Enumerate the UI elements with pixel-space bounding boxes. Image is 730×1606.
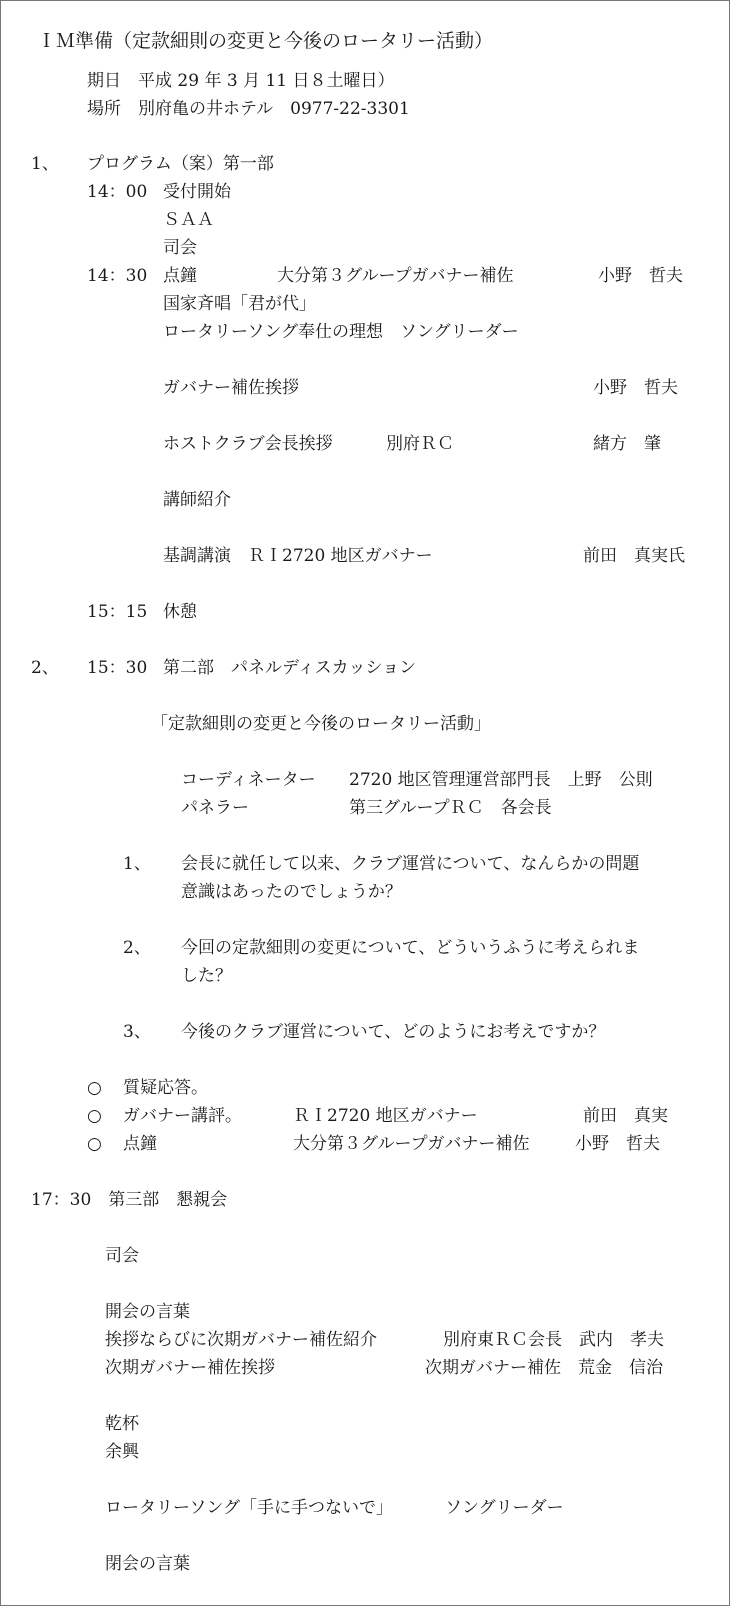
question-line: 意識はあったのでしょうか？ <box>181 882 402 902</box>
next-ag-greeting: 次期ガバナー補佐挨拶 <box>105 1358 275 1378</box>
reception: 受付開始 <box>163 182 231 202</box>
song-leader: ソングリーダー <box>445 1498 564 1518</box>
reception-time: 14：00 <box>87 182 148 202</box>
greeting: 挨拶ならびに次期ガバナー補佐紹介 <box>105 1330 377 1350</box>
part1-number: 1、 <box>31 154 59 174</box>
rotary-song: ロータリーソング奉仕の理想 ソングリーダー <box>163 322 519 342</box>
next-ag-role: 次期ガバナー補佐 荒金 信治 <box>425 1358 663 1378</box>
closing-song: ロータリーソング「手に手つないで」 <box>105 1498 393 1518</box>
mc: 司会 <box>163 238 197 258</box>
bullet-text: ガバナー講評。 <box>123 1106 242 1126</box>
document-title: ＩＭ準備（定款細則の変更と今後のロータリー活動） <box>37 30 494 52</box>
bullet-mark: ○ <box>87 1134 102 1154</box>
bullet-role: 大分第３グループガバナー補佐 <box>293 1134 530 1154</box>
part2-number: 2、 <box>31 658 59 678</box>
greeting-role: 別府東ＲＣ会長 武内 孝夫 <box>443 1330 664 1350</box>
opening-words: 開会の言葉 <box>105 1302 190 1322</box>
event-date: 期日 平成 29 年 3 月 11 日８土曜日） <box>87 71 395 91</box>
bullet-person: 小野 哲夫 <box>575 1134 660 1154</box>
keynote-person: 前田 真実氏 <box>583 546 685 566</box>
host-club: 別府ＲＣ <box>386 434 454 454</box>
part1-heading: プログラム（案）第一部 <box>87 154 274 174</box>
host-greeting: ホストクラブ会長挨拶 <box>163 434 333 454</box>
question-line: 今回の定款細則の変更について、どういうふうに考えられま <box>181 938 640 958</box>
break: 休憩 <box>163 602 197 622</box>
bullet-person: 前田 真実 <box>583 1106 668 1126</box>
panel-label: パネラー <box>181 798 249 818</box>
bullet-mark: ○ <box>87 1106 102 1126</box>
party-mc: 司会 <box>105 1246 139 1266</box>
bell: 点鐘 <box>163 266 197 286</box>
bullet-role: ＲＩ2720 地区ガバナー <box>293 1106 478 1126</box>
ag-greeting: ガバナー補佐挨拶 <box>163 378 299 398</box>
entertainment: 余興 <box>105 1442 139 1462</box>
host-person: 緒方 肇 <box>593 434 661 454</box>
coordinator-label: コーディネーター <box>181 770 316 790</box>
ag-person: 小野 哲夫 <box>593 378 678 398</box>
bullet-mark: ○ <box>87 1078 102 1098</box>
keynote: 基調講演 ＲＩ2720 地区ガバナー <box>163 546 433 566</box>
question-line: 会長に就任して以来、クラブ運営について、なんらかの問題 <box>181 854 640 874</box>
closing-words: 閉会の言葉 <box>105 1554 190 1574</box>
bell-role: 大分第３グループガバナー補佐 <box>277 266 514 286</box>
part3-heading: 17：30 第三部 懇親会 <box>31 1190 228 1210</box>
question-line: した？ <box>181 966 232 986</box>
bullet-text: 質疑応答。 <box>123 1078 208 1098</box>
bell-person: 小野 哲夫 <box>598 266 683 286</box>
event-place: 場所 別府亀の井ホテル 0977-22-3301 <box>87 99 410 119</box>
question-line: 今後のクラブ運営について、どのようにお考えですか？ <box>181 1022 606 1042</box>
question-number: 3、 <box>123 1022 151 1042</box>
part2-heading: 第二部 パネルディスカッション <box>163 658 417 678</box>
part2-time: 15：30 <box>87 658 148 678</box>
question-number: 1、 <box>123 854 151 874</box>
panel-theme: 「定款細則の変更と今後のロータリー活動」 <box>151 714 491 734</box>
opening-time: 14：30 <box>87 266 148 286</box>
coordinator: 2720 地区管理運営部門長 上野 公則 <box>349 770 653 790</box>
saa: ＳＡＡ <box>163 210 214 230</box>
toast: 乾杯 <box>105 1414 139 1434</box>
speaker-intro: 講師紹介 <box>163 490 231 510</box>
anthem: 国家斉唱「君が代」 <box>163 294 316 314</box>
bullet-text: 点鐘 <box>123 1134 157 1154</box>
panel: 第三グループＲＣ 各会長 <box>349 798 552 818</box>
question-number: 2、 <box>123 938 151 958</box>
break-time: 15：15 <box>87 602 148 622</box>
